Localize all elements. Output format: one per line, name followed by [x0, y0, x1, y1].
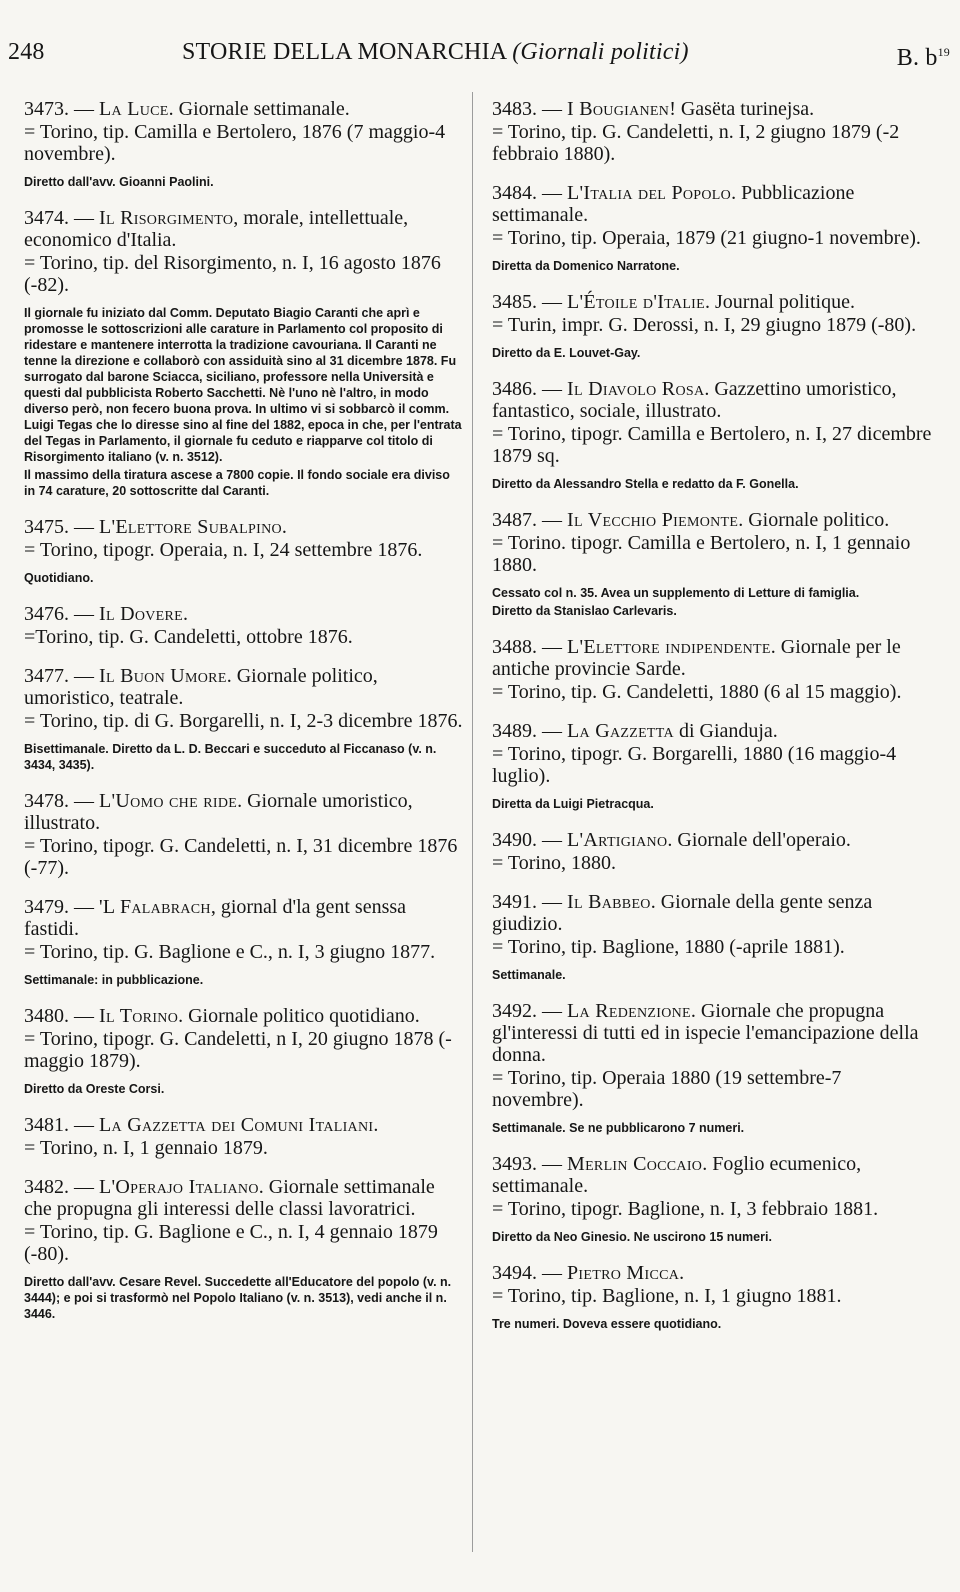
entry-heading: [24, 1114, 464, 1136]
entry-description: . Foglio ecumenico, settimanale.: [492, 1153, 862, 1197]
entry-imprint: = Turin, impr. G. Derossi, n. I, 29 giugno 1879 (-80).: [492, 314, 917, 336]
entry-note: Diretto da Neo Ginesio. Ne uscirono 15 numeri.: [492, 1230, 772, 1244]
signature-superscript: 19: [937, 45, 950, 59]
entry-number: 3491. —: [492, 891, 562, 913]
entry-title: Il Diavolo Rosa: [567, 378, 705, 400]
entry-note: Il giornale fu iniziato dal Comm. Deputato Biagio Caranti che aprì e promosse le sottoscrizioni alle carature in Parlamento col proposito di ridestare e mantenere interrotta la tradizione cavouriana. Il Caranti ne tenne la direzione e collaborò con assiduità sino al 31 dicembre 1878. Fu surrogato dal barone Sciacca, siciliano, professore nella Università e questi dal pubblicista Roberto Sacchetti. Nè l'uno nè l'altro, in modo diverso però, non fecero buona prova. In ultimo vi si sobbarcò il comm. Luigi Tegas che lo diresse sino al fine del 1882, epoca in che, per l'entrata del Tegas in Parlamento, il giornale fu ceduto e riapparve col titolo di Risorgimento italiano (v. n. 3512).: [24, 306, 462, 464]
entry-title: Merlin Coccaio: [567, 1153, 703, 1175]
catalog-entry: [24, 1114, 464, 1159]
entry-title: L'Elettore Subalpino: [99, 516, 282, 538]
entry-title: Pietro Micca: [567, 1262, 680, 1284]
entry-title: Il Vecchio Piemonte: [567, 509, 739, 531]
entry-number: 3477. —: [24, 665, 94, 687]
entry-note: Diretto da Alessandro Stella e redatto da F. Gonella.: [492, 477, 799, 491]
catalog-entry: [492, 98, 938, 165]
catalog-entry: [492, 378, 938, 492]
catalog-entry: [24, 207, 464, 499]
entry-title: Il Babbeo: [567, 891, 651, 913]
entry-heading: [24, 1176, 464, 1220]
entry-heading: [492, 182, 938, 226]
entry-note: Tre numeri. Doveva essere quotidiano.: [492, 1317, 722, 1331]
entry-title: L'Artigiano: [567, 829, 668, 851]
entry-number: 3493. —: [492, 1153, 562, 1175]
entry-description: . Giornale umoristico, illustrato.: [24, 790, 413, 834]
entry-description: .: [679, 1262, 685, 1284]
entry-number: 3492. —: [492, 1000, 562, 1022]
entry-heading: [492, 829, 938, 851]
entry-imprint: =Torino, tip. G. Candeletti, ottobre 1876.: [24, 626, 353, 648]
entry-title: L'Operajo Italiano: [99, 1176, 259, 1198]
entry-heading: [24, 790, 464, 834]
catalog-entry: [492, 891, 938, 983]
entry-title: L'Italia del Popolo: [567, 182, 732, 204]
entry-imprint: = Torino, tip. Operaia, 1879 (21 giugno-1 novembre).: [492, 227, 921, 249]
entry-description: .: [281, 516, 287, 538]
entry-title: La Redenzione: [567, 1000, 691, 1022]
entry-title: I Bougianen: [567, 98, 670, 120]
catalog-entry: [24, 790, 464, 879]
entry-note: Diretto da E. Louvet-Gay.: [492, 346, 641, 360]
catalog-entry: [24, 1005, 464, 1097]
entry-note: Diretto da Stanislao Carlevaris.: [492, 604, 677, 618]
entry-number: 3486. —: [492, 378, 562, 400]
entry-imprint: = Torino, tipogr. G. Candeletti, n I, 20 giugno 1878 (- maggio 1879).: [24, 1028, 452, 1072]
entry-description: . Giornale politico quotidiano.: [178, 1005, 420, 1027]
entry-heading: [492, 1262, 938, 1284]
entry-heading: [24, 896, 464, 940]
entry-number: 3482. —: [24, 1176, 94, 1198]
entry-imprint: = Torino, tipogr. G. Candeletti, n. I, 31 dicembre 1876 (-77).: [24, 835, 458, 879]
entry-imprint: = Torino, 1880.: [492, 852, 616, 874]
catalog-entry: [492, 291, 938, 361]
entry-description: . Giornale politico, umoristico, teatrale.: [24, 665, 378, 709]
entry-title: Il Dovere: [99, 603, 184, 625]
entry-note: Diretta da Luigi Pietracqua.: [492, 797, 654, 811]
entry-heading: [492, 291, 938, 313]
entry-number: 3475. —: [24, 516, 94, 538]
entry-number: 3478. —: [24, 790, 94, 812]
entry-note: Diretta da Domenico Narratone.: [492, 259, 680, 273]
page-header: [8, 30, 954, 74]
entry-heading: [24, 603, 464, 625]
entry-imprint: = Torino, tip. del Risorgimento, n. I, 16 agosto 1876 (-82).: [24, 252, 441, 296]
page-number: 248: [8, 39, 45, 65]
entry-description: , morale, intellettuale, economico d'Italia.: [24, 207, 409, 251]
entry-description: . Journal politique.: [705, 291, 855, 313]
entry-note: Settimanale. Se ne pubblicarono 7 numeri.: [492, 1121, 745, 1135]
entry-number: 3484. —: [492, 182, 562, 204]
entry-title: La Gazzetta: [567, 720, 674, 742]
entry-description: . Pubblicazione settimanale.: [492, 182, 855, 226]
entry-description: . Giornale dell'operaio.: [667, 829, 851, 851]
entry-title: La Gazzetta dei Comuni Italiani: [99, 1114, 374, 1136]
entry-number: 3480. —: [24, 1005, 94, 1027]
entry-heading: [24, 665, 464, 709]
entry-heading: [492, 636, 938, 680]
entry-description: . Giornale che propugna gl'interessi di tutti ed in ispecie l'emancipazione della donna.: [492, 1000, 919, 1066]
entry-imprint: = Torino, tip. Baglione, 1880 (-aprile 1881).: [492, 936, 845, 958]
entry-number: 3489. —: [492, 720, 562, 742]
entry-note: Bisettimanale. Diretto da L. D. Beccari e succeduto al Ficcanaso (v. n. 3434, 3435).: [24, 742, 437, 772]
entry-number: 3485. —: [492, 291, 562, 313]
catalog-entry: [24, 98, 464, 190]
catalog-entry: [492, 636, 938, 703]
entry-description: . Giornale della gente senza giudizio.: [492, 891, 873, 935]
entry-description: ! Gasëta turinejsa.: [669, 98, 815, 120]
entry-imprint: = Torino, tipogr. Camilla e Bertolero, n. I, 27 dicembre 1879 sq.: [492, 423, 932, 467]
entry-heading: [492, 891, 938, 935]
signature-text: B. b: [896, 45, 938, 71]
entry-number: 3473. —: [24, 98, 94, 120]
entry-number: 3479. —: [24, 896, 94, 918]
catalog-entry: [492, 829, 938, 874]
entry-note: Settimanale.: [492, 968, 566, 982]
entry-heading: [492, 378, 938, 422]
entry-heading: [24, 1005, 464, 1027]
entry-description: , giornal d'la gent senssa fastidi.: [24, 896, 407, 940]
entry-note: Quotidiano.: [24, 571, 94, 585]
entry-heading: [492, 98, 938, 120]
entry-imprint: = Torino, tip. Baglione, n. I, 1 giugno 1881.: [492, 1285, 842, 1307]
entry-imprint: = Torino, tip. G. Baglione e C., n. I, 4 gennaio 1879 (-80).: [24, 1221, 438, 1265]
entry-number: 3474. —: [24, 207, 94, 229]
catalog-entry: [492, 509, 938, 619]
entry-description: .: [373, 1114, 379, 1136]
running-subtitle: (Giornali politici): [512, 39, 689, 65]
signature-mark: [897, 30, 950, 80]
entry-description: . Giornale settimanale.: [168, 98, 350, 120]
entry-note: Il massimo della tiratura ascese a 7800 copie. Il fondo sociale era diviso in 74 carature, 20 sottoscritte dal Caranti.: [24, 468, 450, 498]
entry-title: Il Risorgimento: [99, 207, 234, 229]
entry-title: L'Elettore indipendente: [567, 636, 771, 658]
running-title: [182, 30, 689, 74]
entry-title: Il Torino: [99, 1005, 179, 1027]
entry-number: 3488. —: [492, 636, 562, 658]
entry-number: 3483. —: [492, 98, 562, 120]
entry-description: .: [183, 603, 189, 625]
entry-description: di Gianduja.: [673, 720, 778, 742]
entry-heading: [24, 516, 464, 538]
entry-heading: [24, 98, 464, 120]
entry-description: . Giornale per le antiche provincie Sarde.: [492, 636, 901, 680]
right-column: [492, 98, 938, 1349]
entry-title: La Luce: [99, 98, 169, 120]
entry-imprint: = Torino, n. I, 1 gennaio 1879.: [24, 1137, 268, 1159]
entry-heading: [492, 1153, 938, 1197]
entry-heading: [24, 207, 464, 251]
entry-note: Diretto dall'avv. Gioanni Paolini.: [24, 175, 214, 189]
entry-note: Diretto da Oreste Corsi.: [24, 1082, 165, 1096]
entry-heading: [492, 509, 938, 531]
catalog-entry: [492, 1000, 938, 1136]
entry-note: Cessato col n. 35. Avea un supplemento di Letture di famiglia.: [492, 586, 860, 600]
entry-description: . Gazzettino umoristico, fantastico, sociale, illustrato.: [492, 378, 897, 422]
entry-title: 'L Falabrach: [99, 896, 211, 918]
entry-number: 3494. —: [492, 1262, 562, 1284]
running-title-text: STORIE DELLA MONARCHIA: [182, 39, 506, 65]
entry-note: Diretto dall'avv. Cesare Revel. Succedette all'Educatore del popolo (v. n. 3444); e poi si trasformò nel Popolo Italiano (v. n. 3513), vedi anche il n. 3446.: [24, 1275, 452, 1321]
entry-number: 3481. —: [24, 1114, 94, 1136]
left-column: [24, 98, 464, 1339]
entry-heading: [492, 720, 938, 742]
entry-imprint: = Torino. tipogr. Camilla e Bertolero, n. I, 1 gennaio 1880.: [492, 532, 911, 576]
entry-number: 3476. —: [24, 603, 94, 625]
entry-number: 3490. —: [492, 829, 562, 851]
catalog-entry: [24, 896, 464, 988]
entry-imprint: = Torino, tip. Camilla e Bertolero, 1876 (7 maggio-4 novembre).: [24, 121, 446, 165]
catalog-entry: [492, 1262, 938, 1332]
entry-imprint: = Torino, tip. di G. Borgarelli, n. I, 2-3 dicembre 1876.: [24, 710, 463, 732]
entry-title: L'Uomo che ride: [99, 790, 238, 812]
catalog-entry: [24, 603, 464, 648]
column-divider: [472, 92, 473, 1552]
entry-description: . Giornale settimanale che propugna gli interessi delle classi lavoratrici.: [24, 1176, 435, 1220]
entry-imprint: = Torino, tipogr. Baglione, n. I, 3 febbraio 1881.: [492, 1198, 879, 1220]
catalog-entry: [492, 720, 938, 812]
entry-imprint: = Torino, tip. Operaia 1880 (19 settembre-7 novembre).: [492, 1067, 842, 1111]
entry-imprint: = Torino, tip. G. Candeletti, 1880 (6 al 15 maggio).: [492, 681, 902, 703]
entry-title: L'Étoile d'Italie: [567, 291, 705, 313]
catalog-entry: [24, 665, 464, 773]
catalog-entry: [492, 182, 938, 274]
entry-title: Il Buon Umore: [99, 665, 227, 687]
entry-heading: [492, 1000, 938, 1066]
catalog-entry: [492, 1153, 938, 1245]
entry-number: 3487. —: [492, 509, 562, 531]
entry-imprint: = Torino, tip. G. Candeletti, n. I, 2 giugno 1879 (-2 febbraio 1880).: [492, 121, 900, 165]
catalog-entry: [24, 1176, 464, 1322]
entry-note: Settimanale: in pubblicazione.: [24, 973, 204, 987]
entry-imprint: = Torino, tip. G. Baglione e C., n. I, 3 giugno 1877.: [24, 941, 436, 963]
entry-description: . Giornale politico.: [738, 509, 890, 531]
catalog-entry: [24, 516, 464, 586]
entry-imprint: = Torino, tipogr. Operaia, n. I, 24 settembre 1876.: [24, 539, 423, 561]
entry-imprint: = Torino, tipogr. G. Borgarelli, 1880 (16 maggio-4 luglio).: [492, 743, 897, 787]
